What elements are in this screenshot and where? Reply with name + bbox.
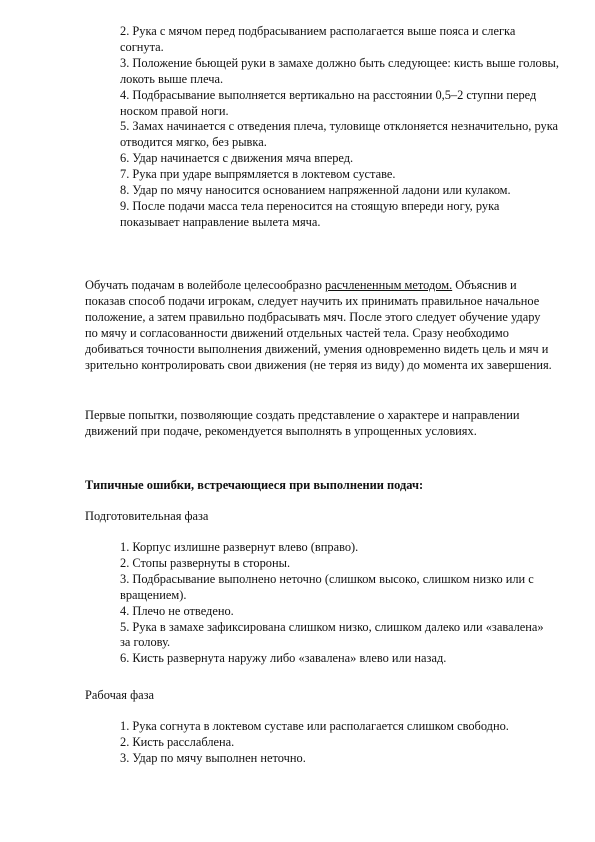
list-item: 8. Удар по мячу наносится основанием напряженной ладони или кулаком. bbox=[120, 183, 511, 198]
list-item: 5. Рука в замахе зафиксирована слишком низко, слишком далеко или «завалена» за голову. bbox=[120, 619, 544, 650]
teaching-method-paragraph bbox=[85, 278, 555, 373]
list-item: 6. Кисть развернута наружу либо «завалена» влево или назад. bbox=[120, 651, 447, 666]
list-item: 1. Рука согнута в локтевом суставе или располагается слишком свободно. bbox=[120, 719, 509, 733]
work-phase-title: Рабочая фаза bbox=[85, 688, 155, 702]
list-item: 9. После подачи масса тела переносится на стоящую впереди ногу, рука показывает направление вылета мяча. bbox=[120, 198, 500, 229]
list-item: 7. Рука при ударе выпрямляется в локтевом суставе. bbox=[120, 167, 396, 182]
list-item: 2. Кисть расслаблена. bbox=[120, 734, 235, 749]
paragraph-text-start: Обучать подачам в волейболе целесообразно bbox=[85, 278, 326, 292]
list-item: 1. Корпус излишне развернут влево (вправо). bbox=[120, 540, 359, 554]
prep-phase-list bbox=[120, 540, 550, 667]
work-phase-list bbox=[120, 719, 550, 767]
list-item: 3. Удар по мячу выполнен неточно. bbox=[120, 750, 306, 765]
paragraph-text-rest: Объяснив и показав способ подачи игрокам, следует научить их принимать правильное начальное положение, а затем правильно подбрасывать мяч. После этого следует обучение удару по мячу и согласованности движений отдельных частей тела. Сразу необходимо добиваться точности выполнения движений, умения одновременно видеть цель и мяч и зрительно контролировать свои движения (не теряя из виду) до момента их завершения. bbox=[85, 278, 552, 372]
list-item: 5. Замах начинается с отведения плеча, туловище отклоняется незначительно, рука отводится мягко, без рывка. bbox=[120, 119, 559, 150]
list-item: 2. Рука с мячом перед подбрасыванием располагается выше пояса и слегка согнута. bbox=[120, 24, 516, 54]
list-item: 4. Подбрасывание выполняется вертикально на расстоянии 0,5–2 ступни перед носком правой ноги. bbox=[120, 87, 537, 118]
first-attempts-paragraph: Первые попытки, позволяющие создать представление о характере и направлении движений при подаче, рекомендуется выполнять в упрощенных условиях. bbox=[85, 408, 520, 438]
list-item: 6. Удар начинается с движения мяча вперед. bbox=[120, 151, 354, 166]
technique-list bbox=[120, 24, 560, 231]
list-item: 2. Стопы развернуты в стороны. bbox=[120, 555, 291, 570]
list-item: 3. Подбрасывание выполнено неточно (слишком высоко, слишком низко или с вращением). bbox=[120, 571, 534, 602]
underlined-term: расчлененным методом. bbox=[325, 278, 453, 292]
prep-phase-title: Подготовительная фаза bbox=[85, 509, 209, 523]
errors-heading: Типичные ошибки, встречающиеся при выполнении подач: bbox=[85, 478, 424, 492]
list-item: 3. Положение бьющей руки в замахе должно быть следующее: кисть выше головы, локоть выше плеча. bbox=[120, 55, 559, 86]
list-item: 4. Плечо не отведено. bbox=[120, 603, 234, 618]
